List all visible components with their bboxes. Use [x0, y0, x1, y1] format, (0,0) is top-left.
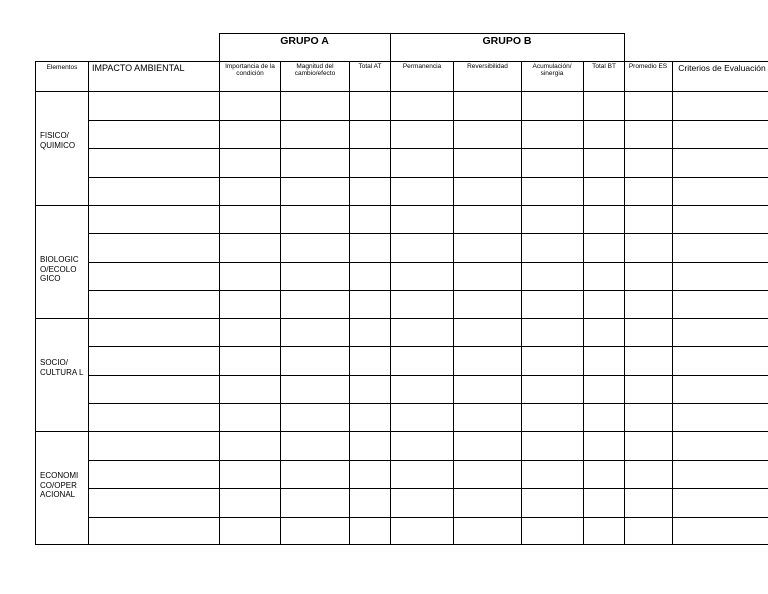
- element-label-biologico: BIOLOGIC O/ECOLO GICO: [40, 255, 79, 284]
- section-separator: [35, 431, 768, 432]
- group-header-top-line: [219, 33, 625, 34]
- header-total-at: Total AT: [358, 63, 382, 70]
- row-line: [88, 290, 768, 291]
- row-line: [88, 403, 768, 404]
- element-label-economico: ECONOMI CO/OPER ACIONAL: [40, 471, 79, 500]
- header-permanencia: Permanencia: [402, 63, 442, 70]
- section-separator: [35, 205, 768, 206]
- column-line: [88, 61, 89, 544]
- element-label-socio: SOCIO/ CULTURA L: [40, 358, 84, 377]
- table-bottom-line: [35, 544, 768, 545]
- column-line: [280, 61, 281, 544]
- row-line: [88, 346, 768, 347]
- column-line: [219, 61, 220, 544]
- header-total-bt: Total BT: [592, 63, 616, 70]
- row-line: [88, 460, 768, 461]
- header-impacto: IMPACTO AMBIENTAL: [92, 63, 185, 73]
- header-promedio: Promedio ES: [628, 63, 668, 70]
- header-magnitud: Magnitud del cambio/efecto: [294, 63, 336, 77]
- row-line: [88, 375, 768, 376]
- row-line: [88, 488, 768, 489]
- column-header-bottom-line: [35, 91, 768, 92]
- header-reversibilidad: Reversibilidad: [467, 63, 508, 70]
- element-label-fisico: FISICO/ QUIMICO: [40, 131, 76, 150]
- header-importancia: Importancia de la condición: [225, 63, 275, 77]
- column-line: [672, 61, 673, 544]
- group-a-title: GRUPO A: [280, 35, 329, 47]
- column-line: [349, 61, 350, 544]
- column-line: [521, 61, 522, 544]
- header-criterios: Criterios de Evaluación: [678, 63, 766, 73]
- row-line: [88, 233, 768, 234]
- row-line: [88, 177, 768, 178]
- column-header-top-line: [35, 61, 768, 62]
- column-line: [390, 61, 391, 544]
- section-separator: [35, 318, 768, 319]
- header-acumulacion: Acumulación/ sinergia: [532, 63, 572, 77]
- row-line: [88, 148, 768, 149]
- column-line: [35, 61, 36, 544]
- column-line: [583, 61, 584, 544]
- row-line: [88, 120, 768, 121]
- column-line: [453, 61, 454, 544]
- header-elementos: Elementos: [46, 64, 78, 71]
- row-line: [88, 517, 768, 518]
- group-b-title: GRUPO B: [482, 35, 532, 47]
- row-line: [88, 262, 768, 263]
- column-line: [624, 61, 625, 544]
- group-header-right-line: [624, 33, 625, 61]
